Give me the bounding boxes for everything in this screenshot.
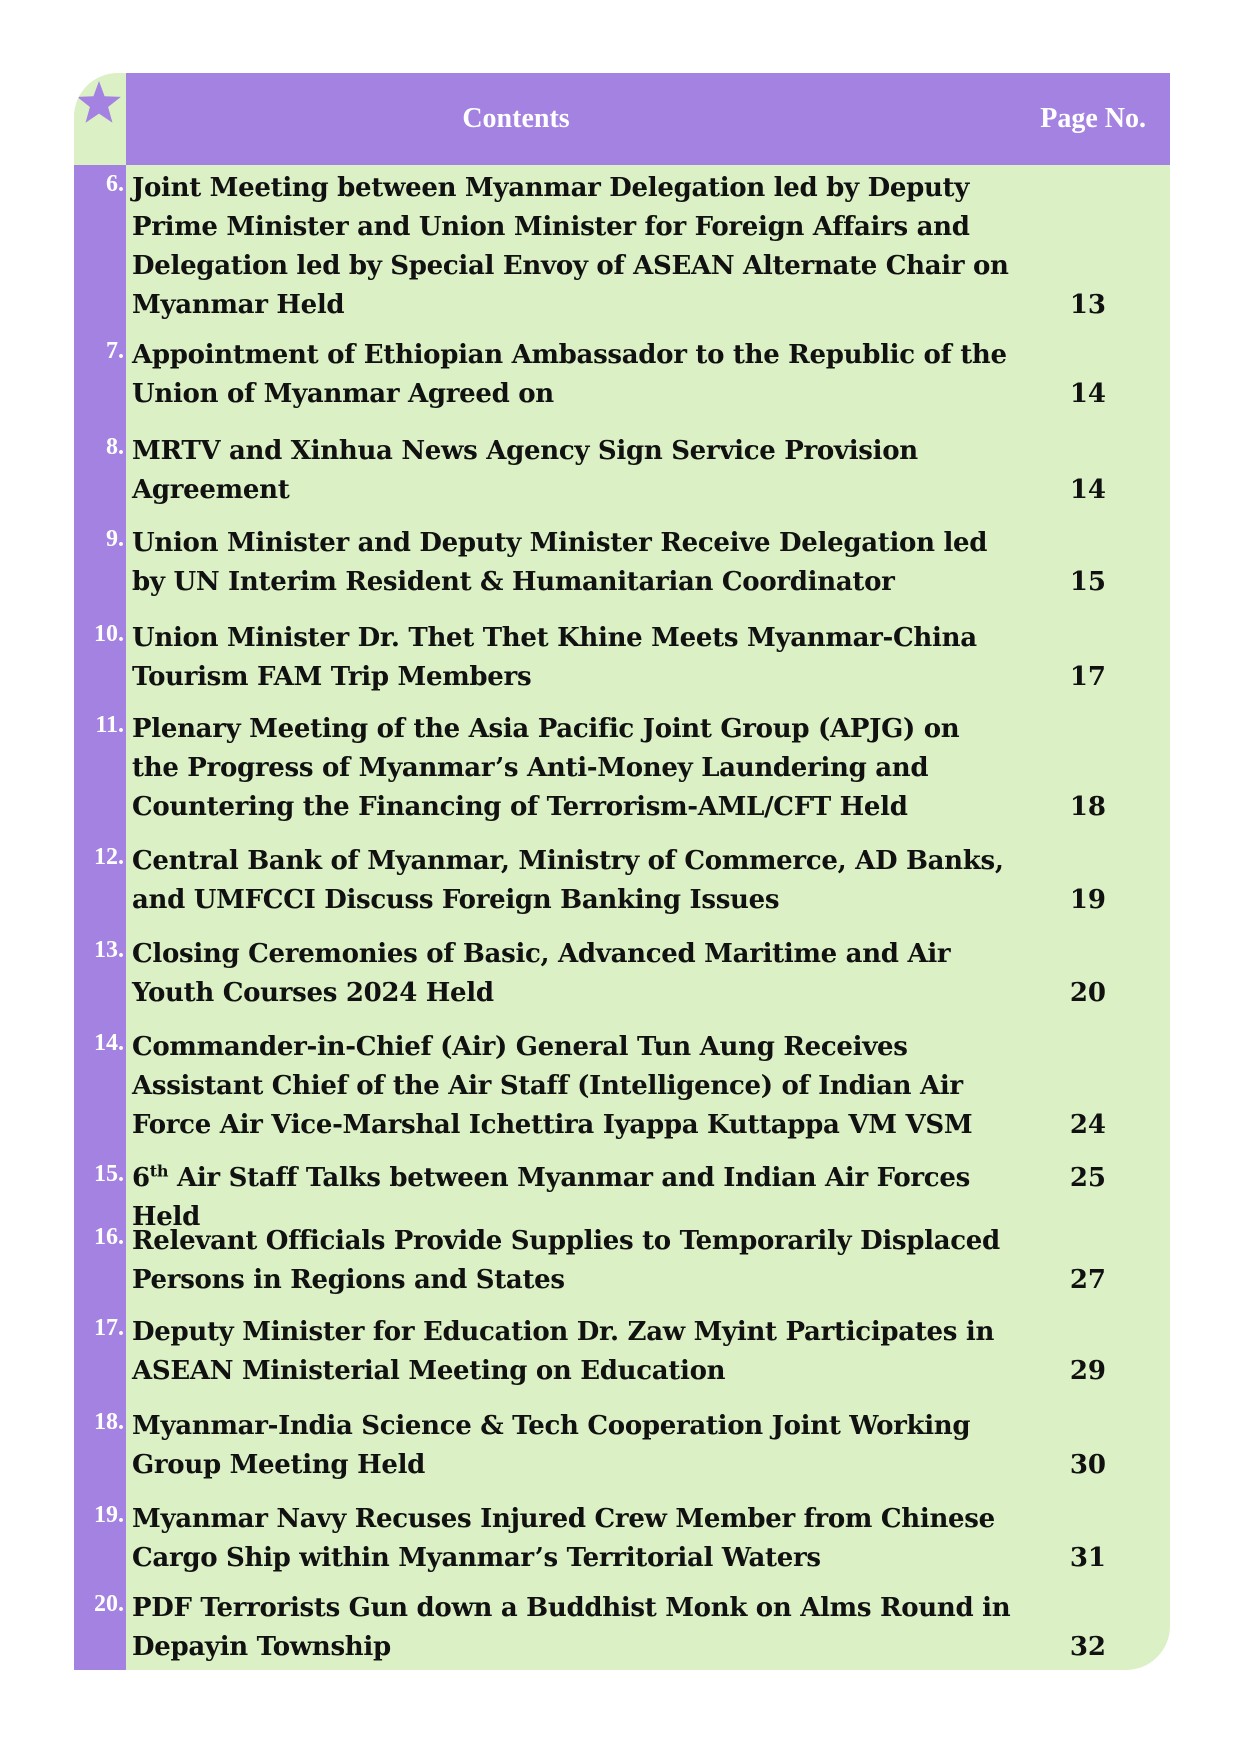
- entry-number: 10.: [94, 621, 124, 647]
- toc-entry-17[interactable]: [74, 1313, 1170, 1391]
- entry-number: 16.: [94, 1224, 124, 1250]
- entry-page-number: 24: [1069, 1110, 1106, 1140]
- toc-entry-8[interactable]: [74, 432, 1170, 510]
- entry-page-number: 29: [1069, 1356, 1106, 1386]
- entry-page-number: 18: [1069, 792, 1106, 822]
- entry-number: 19.: [94, 1502, 124, 1528]
- entry-title[interactable]: Myanmar Navy Recuses Injured Crew Member from Chinese Cargo Ship within Myanmar’s Territorial Waters: [132, 1504, 995, 1573]
- toc-entry-6[interactable]: [74, 169, 1170, 325]
- toc-entry-13[interactable]: [74, 935, 1170, 1013]
- contents-panel: [74, 73, 1170, 1670]
- entry-number: 9.: [106, 526, 124, 552]
- entry-number: 11.: [95, 712, 124, 738]
- entry-page-number: 13: [1069, 290, 1106, 320]
- star-icon: [76, 79, 122, 125]
- entry-number: 7.: [106, 338, 124, 364]
- entry-page-number: 14: [1069, 379, 1106, 409]
- entry-page-number: 20: [1069, 978, 1106, 1008]
- entry-page-number: 17: [1069, 662, 1106, 692]
- toc-entry-9[interactable]: [74, 524, 1170, 602]
- toc-entry-15[interactable]: [74, 1159, 1170, 1232]
- entry-title[interactable]: Plenary Meeting of the Asia Pacific Joint Group (APJG) on the Progress of Myanmar’s Anti-Money Laundering and Countering the Financing of Terrorism-AML/CFT Held: [132, 714, 960, 822]
- entry-number: 8.: [106, 434, 124, 460]
- entry-title[interactable]: Relevant Officials Provide Supplies to Temporarily Displaced Persons in Regions and States: [132, 1226, 1000, 1295]
- entry-title-ordinal: 6: [132, 1163, 150, 1193]
- entry-page-number: 30: [1069, 1450, 1106, 1480]
- toc-entry-11[interactable]: [74, 710, 1170, 827]
- entry-title[interactable]: Deputy Minister for Education Dr. Zaw Myint Participates in ASEAN Ministerial Meeting on Education: [132, 1317, 995, 1386]
- entry-title[interactable]: Joint Meeting between Myanmar Delegation led by Deputy Prime Minister and Union Minister for Foreign Affairs and Delegation led by Special Envoy of ASEAN Alternate Chair on Myanmar Held: [132, 173, 1009, 320]
- entry-page-number: 15: [1069, 567, 1106, 597]
- entry-page-number: 25: [1069, 1163, 1106, 1193]
- entry-number: 12.: [94, 844, 124, 870]
- entry-number: 18.: [94, 1409, 124, 1435]
- entry-title[interactable]: Commander-in-Chief (Air) General Tun Aung Receives Assistant Chief of the Air Staff (Intelligence) of Indian Air Force Air Vice-Marshal Ichettira Iyappa Kuttappa VM VSM: [132, 1032, 973, 1140]
- entry-title[interactable]: Union Minister and Deputy Minister Receive Delegation led by UN Interim Resident & Humanitarian Coordinator: [132, 528, 988, 597]
- entry-page-number: 31: [1069, 1543, 1106, 1573]
- entry-number: 17.: [94, 1315, 124, 1341]
- entry-title[interactable]: Appointment of Ethiopian Ambassador to the Republic of the Union of Myanmar Agreed on: [132, 340, 1007, 409]
- entry-title[interactable]: Myanmar-India Science & Tech Cooperation Joint Working Group Meeting Held: [132, 1411, 971, 1480]
- entry-number: 6.: [106, 171, 124, 197]
- toc-entry-12[interactable]: [74, 842, 1170, 920]
- entry-page-number: 14: [1069, 475, 1106, 505]
- toc-entry-19[interactable]: [74, 1500, 1170, 1578]
- toc-entry-18[interactable]: [74, 1407, 1170, 1485]
- entry-title[interactable]: Union Minister Dr. Thet Thet Khine Meets Myanmar-China Tourism FAM Trip Members: [132, 623, 977, 692]
- entry-number: 14.: [94, 1030, 124, 1056]
- entry-title[interactable]: PDF Terrorists Gun down a Buddhist Monk on Alms Round in Depayin Township: [132, 1593, 1011, 1662]
- page-no-heading: Page No.: [1040, 103, 1146, 134]
- toc-entry-10[interactable]: [74, 619, 1170, 697]
- entry-title[interactable]: Closing Ceremonies of Basic, Advanced Maritime and Air Youth Courses 2024 Held: [132, 939, 951, 1008]
- entry-page-number: 27: [1069, 1265, 1106, 1295]
- entry-page-number: 32: [1069, 1632, 1106, 1662]
- contents-heading: Contents: [462, 103, 570, 134]
- entry-number: 13.: [94, 937, 124, 963]
- star-cell: [74, 73, 126, 165]
- entry-number: 15.: [94, 1161, 124, 1187]
- toc-entry-16[interactable]: [74, 1222, 1170, 1300]
- entry-title[interactable]: Central Bank of Myanmar, Ministry of Commerce, AD Banks, and UMFCCI Discuss Foreign Banking Issues: [132, 846, 1004, 915]
- toc-entry-20[interactable]: [74, 1589, 1170, 1667]
- toc-entry-14[interactable]: [74, 1028, 1170, 1145]
- toc-entry-7[interactable]: [74, 336, 1170, 414]
- entry-page-number: 19: [1069, 885, 1106, 915]
- entry-title-text: Air Staff Talks between Myanmar and Indian Air Forces Held: [132, 1163, 970, 1232]
- entry-title[interactable]: MRTV and Xinhua News Agency Sign Service Provision Agreement: [132, 436, 918, 505]
- entry-number: 20.: [94, 1591, 124, 1617]
- entry-title-ordinal-suffix: th: [149, 1161, 169, 1181]
